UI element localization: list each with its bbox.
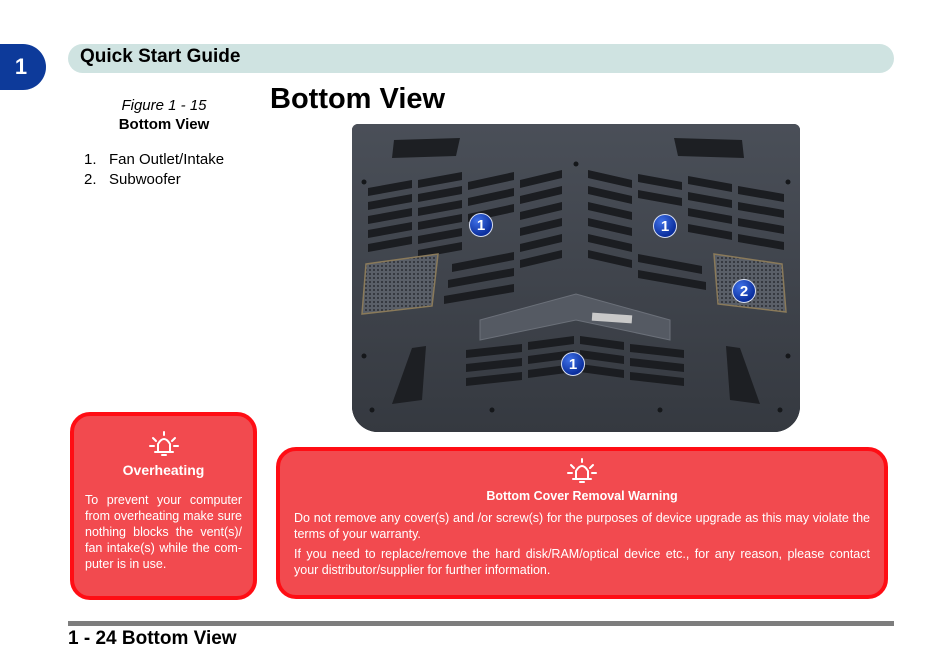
overheating-text: To prevent your computer from overheating make sure nothing blocks the vent(s)/ fan intake(s) while the com- puter is in use. [85, 493, 242, 571]
footer-page-label: 1 - 24 Bottom View [68, 628, 237, 649]
warning-bell-icon [144, 430, 184, 460]
legend-number: 1. [84, 151, 97, 168]
figure-caption [100, 97, 228, 133]
header-bar [68, 44, 894, 73]
laptop-bottom-illustration [352, 124, 800, 432]
warning-bell-icon [562, 457, 602, 487]
subwoofer-grill [362, 254, 438, 314]
callout-fan-outlet: 1 [469, 213, 493, 237]
legend-item [84, 170, 224, 190]
legend-item [84, 150, 224, 170]
cover-removal-text-1: Do not remove any cover(s) and /or screw(s) for the purposes of device upgrade as this may violate the terms of your warranty. [294, 511, 870, 541]
cover-removal-title: Bottom Cover Removal Warning [486, 489, 678, 503]
figure-name: Bottom View [118, 116, 210, 133]
header-title: Quick Start Guide [80, 46, 241, 67]
overheating-title: Overheating [122, 462, 205, 478]
legend-number: 2. [84, 171, 97, 188]
rubber-foot [674, 138, 744, 158]
cover-removal-warning-box [276, 447, 888, 599]
callout-fan-outlet: 1 [561, 352, 585, 376]
chapter-tab [0, 44, 46, 90]
callout-fan-outlet: 1 [653, 214, 677, 238]
callout-subwoofer: 2 [732, 279, 756, 303]
chapter-number: 1 [14, 54, 28, 79]
laptop-bottom-photo [352, 124, 800, 432]
legend-label: Fan Outlet/Intake [109, 151, 225, 168]
legend-label: Subwoofer [109, 171, 181, 188]
footer-rule [68, 621, 894, 626]
rubber-foot [392, 138, 460, 158]
figure-legend [84, 150, 224, 190]
page-title: Bottom View [270, 83, 446, 115]
overheating-warning-box [70, 412, 257, 600]
cover-removal-text-2: If you need to replace/remove the hard disk/RAM/optical device etc., for any reason, please contact your distributor/supplier for further information. [294, 547, 870, 577]
figure-number: Figure 1 - 15 [121, 97, 207, 114]
